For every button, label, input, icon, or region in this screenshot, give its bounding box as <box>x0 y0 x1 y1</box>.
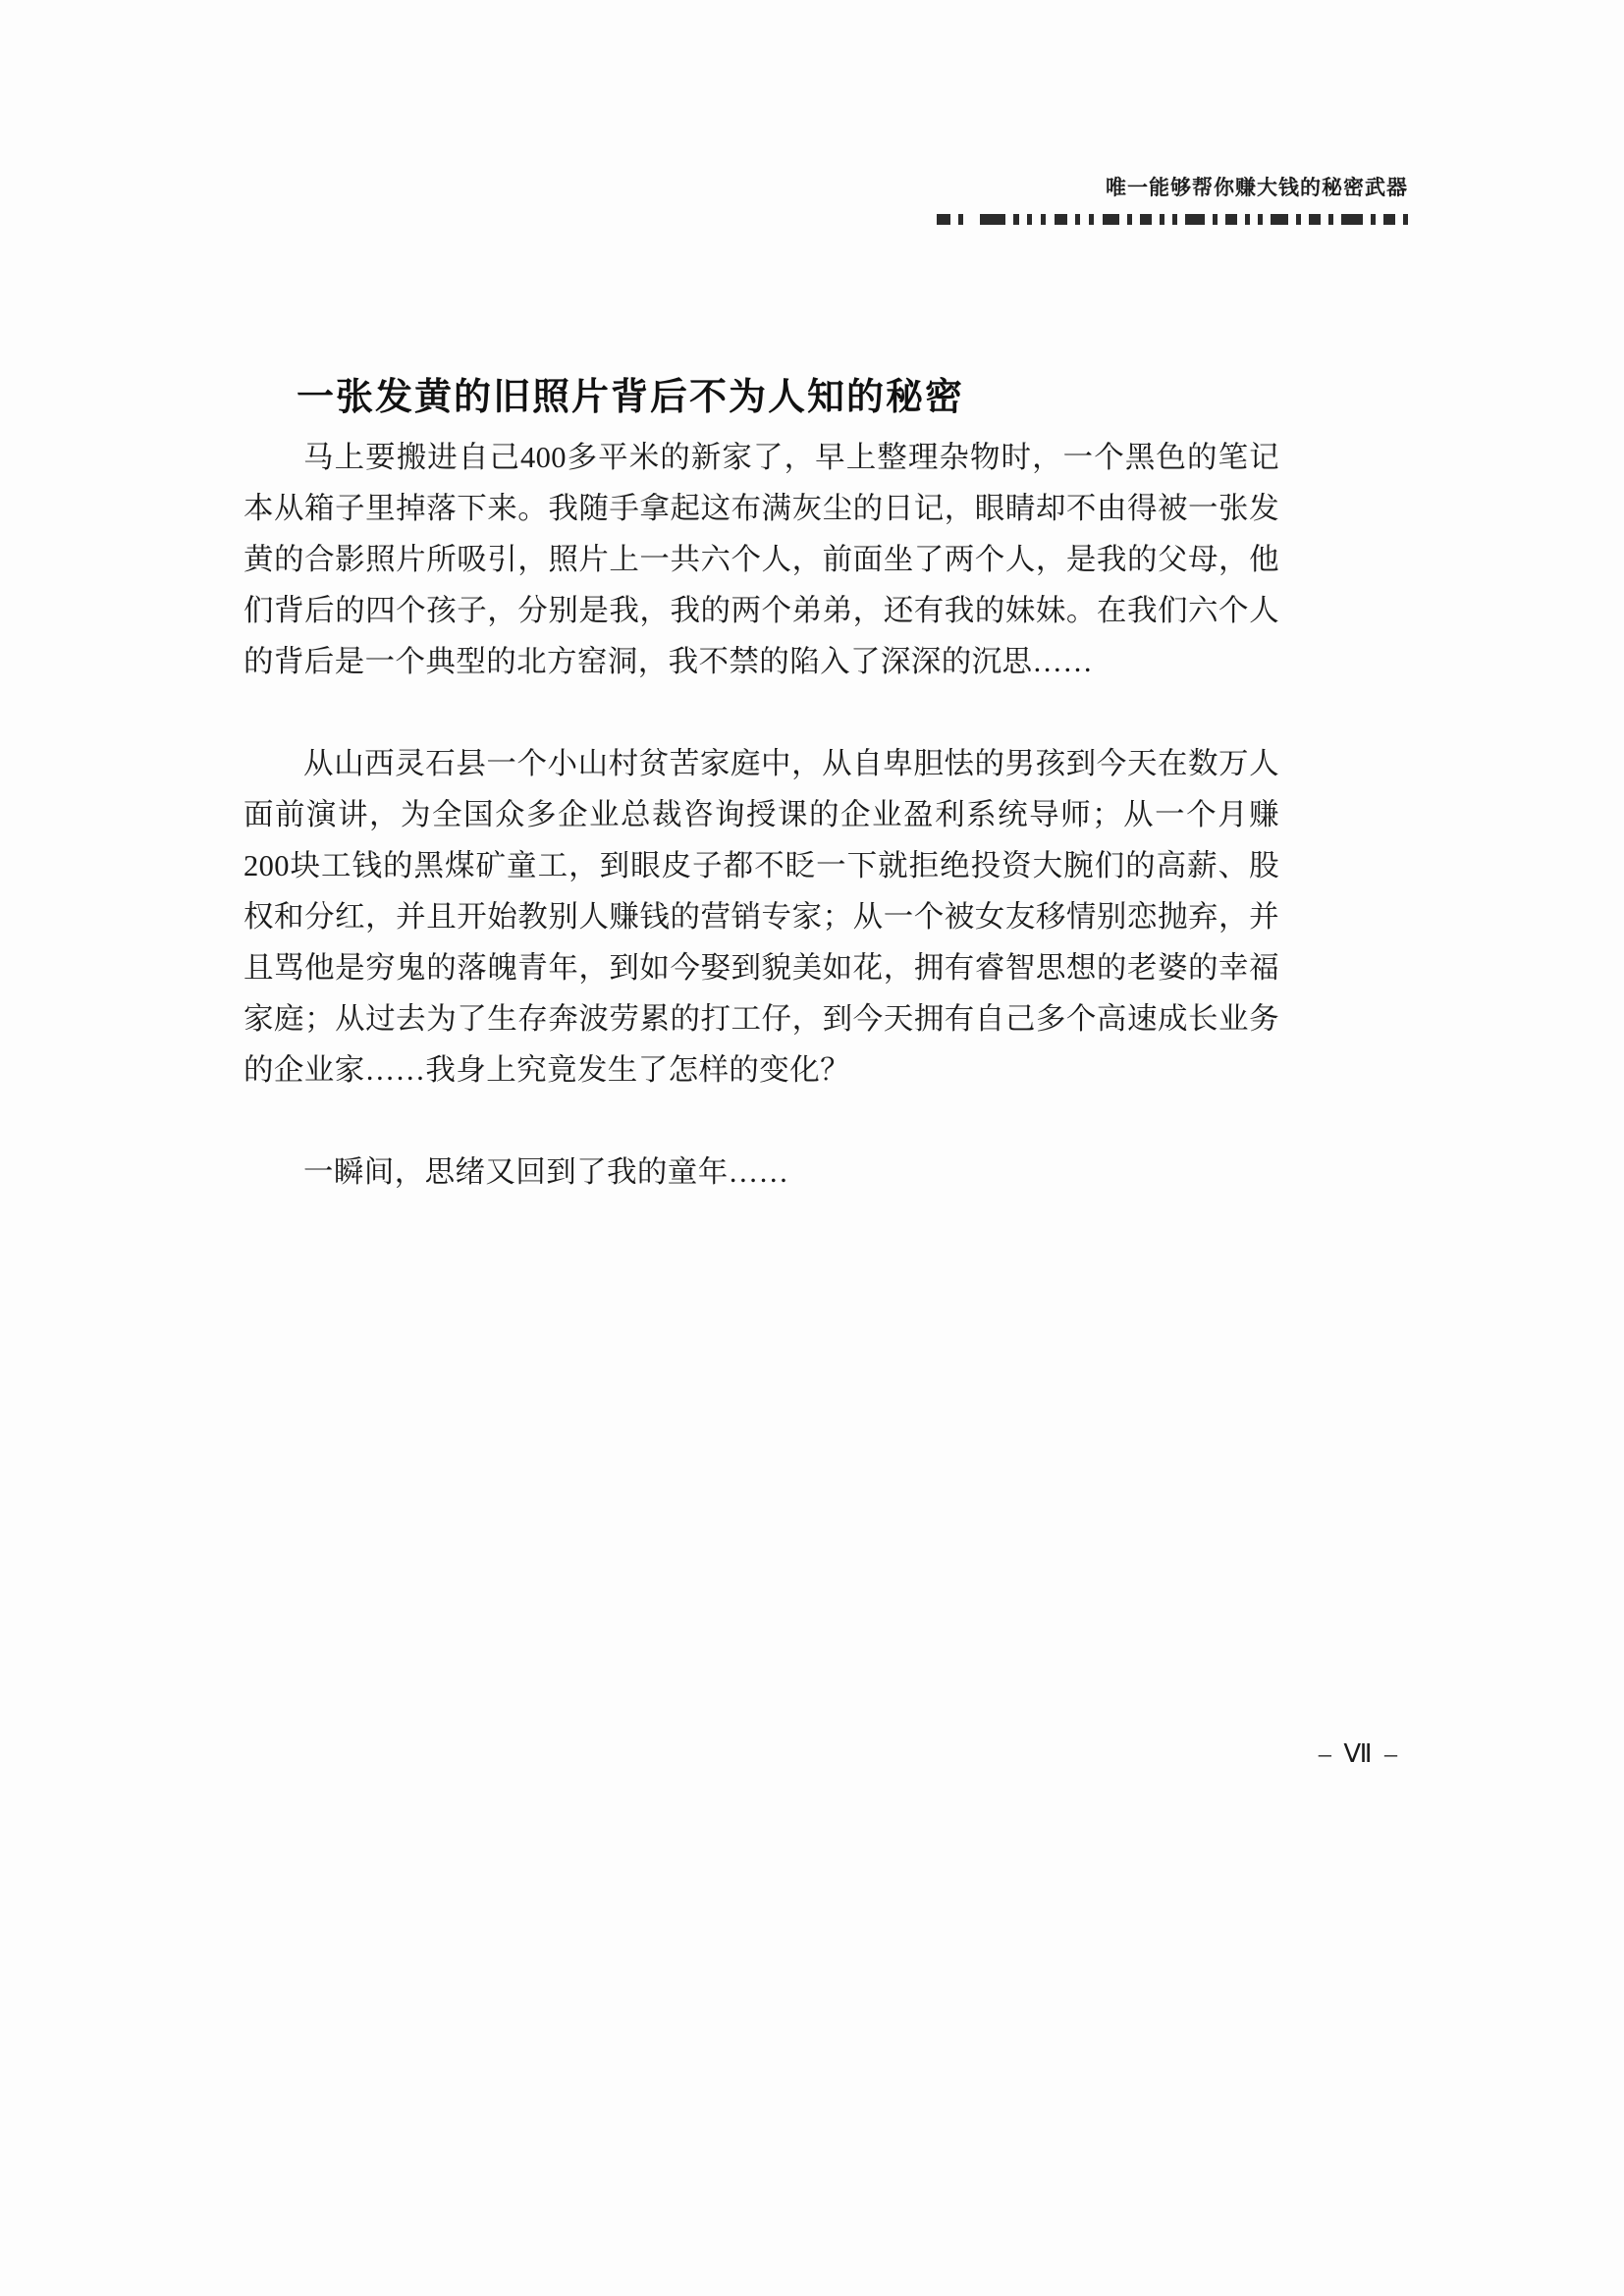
header-rule-ornament <box>937 214 1408 226</box>
body-text <box>244 432 1279 1198</box>
page-title: 一张发黄的旧照片背后不为人知的秘密 <box>297 375 965 419</box>
running-header-title: 唯一能够帮你赚大钱的秘密武器 <box>1106 176 1408 199</box>
paragraph: 马上要搬进自己400多平米的新家了，早上整理杂物时，一个黑色的笔记本从箱子里掉落下来。我随手拿起这布满灰尘的日记，眼睛却不由得被一张发黄的合影照片所吸引，照片上一共六个人，前面坐了两个人，是我的父母，他们背后的四个孩子，分别是我，我的两个弟弟，还有我的妹妹。在我们六个人的背后是一个典型的北方窑洞，我不禁的陷入了深深的沉思…… <box>244 441 1279 678</box>
page-number: – Ⅶ – <box>1318 1739 1400 1768</box>
running-header <box>937 172 1408 226</box>
paragraph: 一瞬间，思绪又回到了我的童年…… <box>303 1155 789 1189</box>
paragraph: 从山西灵石县一个小山村贫苦家庭中，从自卑胆怯的男孩到今天在数万人面前演讲，为全国众多企业总裁咨询授课的企业盈利系统导师；从一个月赚200块工钱的黑煤矿童工，到眼皮子都不眨一下就拒绝投资大腕们的高薪、股权和分红，并且开始教别人赚钱的营销专家；从一个被女友移情别恋抛弃，并且骂他是穷鬼的落魄青年，到如今娶到貌美如花，拥有睿智思想的老婆的幸福家庭；从过去为了生存奔波劳累的打工仔，到今天拥有自己多个高速成长业务的企业家……我身上究竟发生了怎样的变化？ <box>244 747 1279 1087</box>
